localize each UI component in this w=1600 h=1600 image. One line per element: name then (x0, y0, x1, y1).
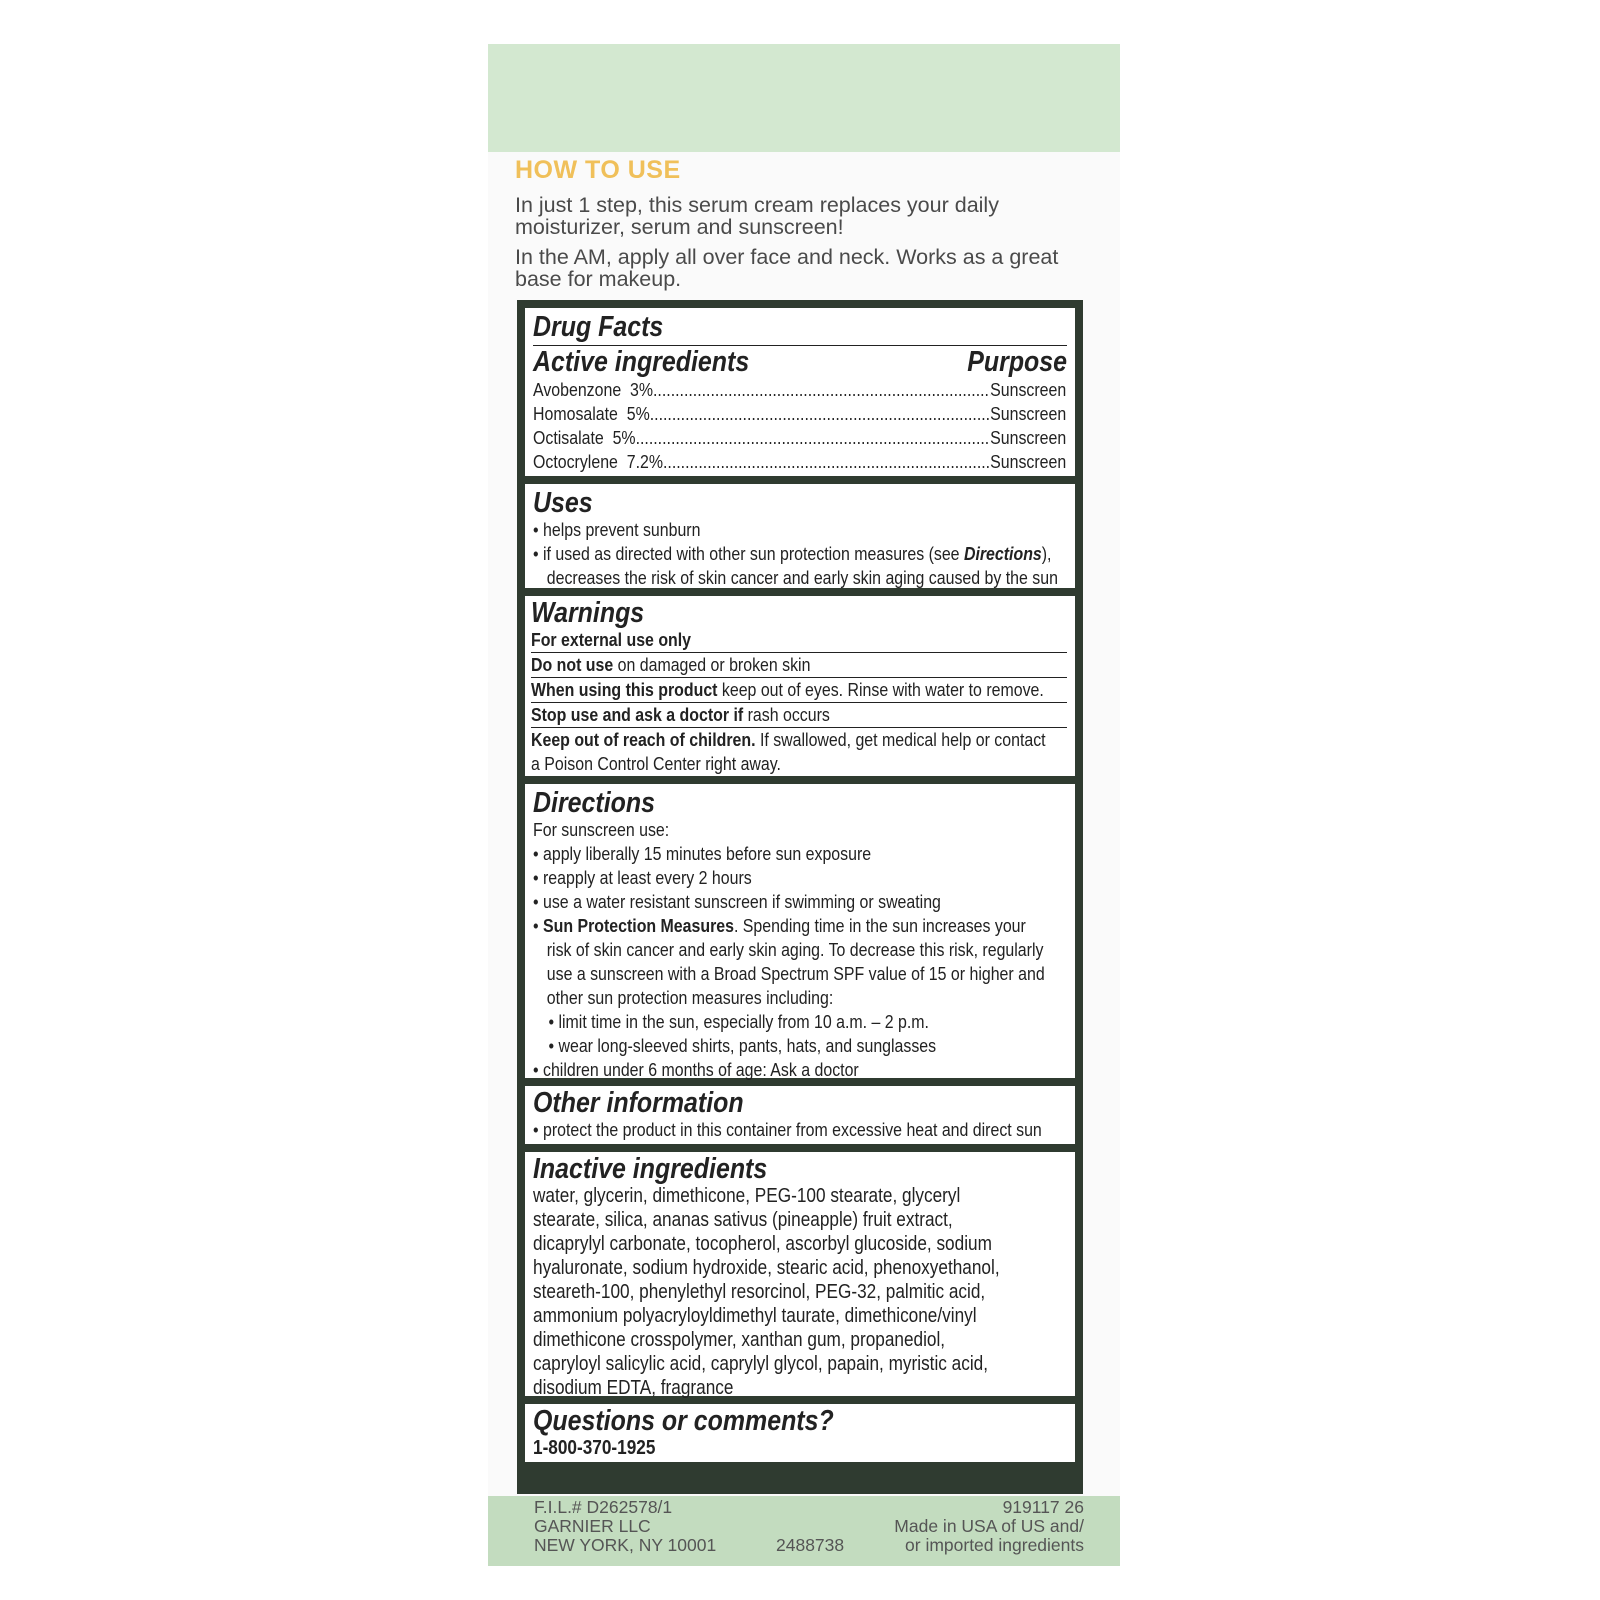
warning-external: For external use only (531, 629, 692, 650)
ingredient-purpose: Sunscreen (990, 379, 1067, 400)
direction-item-4-line-4: other sun protection measures including: (546, 987, 834, 1008)
direction-subitem-2: • wear long-sleeved shirts, pants, hats, and sunglasses (548, 1035, 937, 1056)
bottom-green-band (488, 1496, 1120, 1566)
warning-keep-out-line-2: a Poison Control Center right away. (531, 753, 781, 774)
how-to-use-text-1: In just 1 step, this serum cream replaces your daily moisturizer, serum and sunscreen! (515, 193, 999, 239)
warning-stop-use: Stop use and ask a doctor if rash occurs (531, 704, 830, 725)
footer-made-1: Made in USA of US and/ (894, 1516, 1084, 1536)
footer-city: NEW YORK, NY 10001 (534, 1535, 717, 1555)
warning-keep-out: Keep out of reach of children. If swallowed, get medical help or contact (531, 729, 1046, 750)
inactive-ingredients-text (533, 1184, 1067, 1400)
direction-subitem-1: • limit time in the sun, especially from 10 a.m. – 2 p.m. (548, 1011, 929, 1032)
drug-facts-box (525, 308, 1075, 476)
inactive-line: hyaluronate, sodium hydroxide, stearic acid, phenoxyethanol, (533, 1257, 1000, 1279)
ingredient-purpose: Sunscreen (990, 427, 1067, 448)
direction-item-2: • reapply at least every 2 hours (533, 867, 752, 888)
footer-fil: F.I.L.# D262578/1 (534, 1497, 673, 1517)
leader-dots (636, 426, 991, 450)
top-green-band (488, 44, 1120, 152)
direction-item-3: • use a water resistant sunscreen if swimming or sweating (533, 891, 941, 912)
footer-code-mid: 2488738 (776, 1535, 845, 1555)
active-ingredients-heading: Active ingredients (533, 346, 750, 378)
uses-box (525, 484, 1075, 588)
ingredient-purpose: Sunscreen (990, 403, 1067, 424)
direction-item-4-line-2: risk of skin cancer and early skin aging. To decrease this risk, regularly (546, 939, 1044, 960)
other-information-item: • protect the product in this container from excessive heat and direct sun (533, 1119, 1042, 1140)
ingredient-purpose: Sunscreen (990, 451, 1067, 472)
inactive-line: capryloyl salicylic acid, caprylyl glycol, papain, myristic acid, (533, 1353, 988, 1375)
inactive-ingredients-title: Inactive ingredients (533, 1153, 768, 1185)
ingredient-row (533, 378, 1066, 402)
ingredient-name: Homosalate 5% (533, 403, 650, 424)
direction-item-4-line-3: use a sunscreen with a Broad Spectrum SPF value of 15 or higher and (546, 963, 1045, 984)
footer-company: GARNIER LLC (534, 1516, 651, 1536)
footer-code-right: 919117 26 (1002, 1497, 1084, 1517)
ingredient-name: Octocrylene 7.2% (533, 451, 663, 472)
questions-phone: 1-800-370-1925 (533, 1437, 656, 1459)
questions-box (525, 1404, 1075, 1462)
leader-dots (653, 378, 990, 402)
direction-item-5: • children under 6 months of age: Ask a doctor (533, 1059, 859, 1080)
package-panel (488, 44, 1120, 1566)
ingredient-row (533, 426, 1066, 450)
inactive-ingredients-box (525, 1152, 1075, 1399)
direction-item-4: • Sun Protection Measures. Spending time in the sun increases your (533, 915, 1026, 936)
other-information-title: Other information (533, 1087, 744, 1119)
leader-dots (663, 450, 990, 474)
drug-facts-title: Drug Facts (533, 311, 664, 343)
ingredient-row (533, 450, 1066, 474)
inactive-line: steareth-100, phenylethyl resorcinol, PEG-32, palmitic acid, (533, 1281, 986, 1303)
ingredients-list (533, 378, 1067, 474)
ingredient-row (533, 402, 1066, 426)
purpose-heading: Purpose (967, 346, 1067, 378)
directions-title: Directions (533, 787, 655, 819)
uses-title: Uses (533, 487, 593, 519)
inactive-line: dicaprylyl carbonate, tocopherol, ascorbyl glucoside, sodium (533, 1233, 992, 1255)
warning-do-not-use: Do not use on damaged or broken skin (531, 654, 811, 675)
warnings-box (525, 596, 1075, 776)
uses-item-2: • if used as directed with other sun protection measures (see Directions), (533, 543, 1052, 564)
directions-box (525, 784, 1075, 1078)
footer-right (894, 1498, 1084, 1555)
inactive-line: dimethicone crosspolymer, xanthan gum, propanediol, (533, 1329, 946, 1351)
ingredient-name: Octisalate 5% (533, 427, 636, 448)
drug-facts-frame (517, 300, 1083, 1494)
inactive-line: stearate, silica, ananas sativus (pineapple) fruit extract, (533, 1209, 953, 1231)
inactive-line: disodium EDTA, fragrance (533, 1377, 734, 1399)
ingredient-name: Avobenzone 3% (533, 379, 654, 400)
uses-item-2-line-2: decreases the risk of skin cancer and early skin aging caused by the sun (546, 567, 1058, 588)
warning-when-using: When using this product keep out of eyes. Rinse with water to remove. (531, 679, 1044, 700)
other-information-box (525, 1086, 1075, 1144)
directions-intro: For sunscreen use: (533, 819, 670, 840)
inactive-line: ammonium polyacryloyldimethyl taurate, dimethicone/vinyl (533, 1305, 977, 1327)
warnings-title: Warnings (531, 597, 645, 629)
footer-left (534, 1498, 716, 1555)
footer-made-2: or imported ingredients (905, 1535, 1084, 1555)
inactive-line: water, glycerin, dimethicone, PEG-100 stearate, glyceryl (533, 1185, 961, 1207)
how-to-use-title: HOW TO USE (515, 156, 681, 184)
leader-dots (650, 402, 990, 426)
direction-item-1: • apply liberally 15 minutes before sun exposure (533, 843, 872, 864)
questions-title: Questions or comments? (533, 1405, 834, 1437)
how-to-use-text-2: In the AM, apply all over face and neck. Works as a great base for makeup. (515, 245, 1059, 291)
uses-item-1: • helps prevent sunburn (533, 519, 701, 540)
